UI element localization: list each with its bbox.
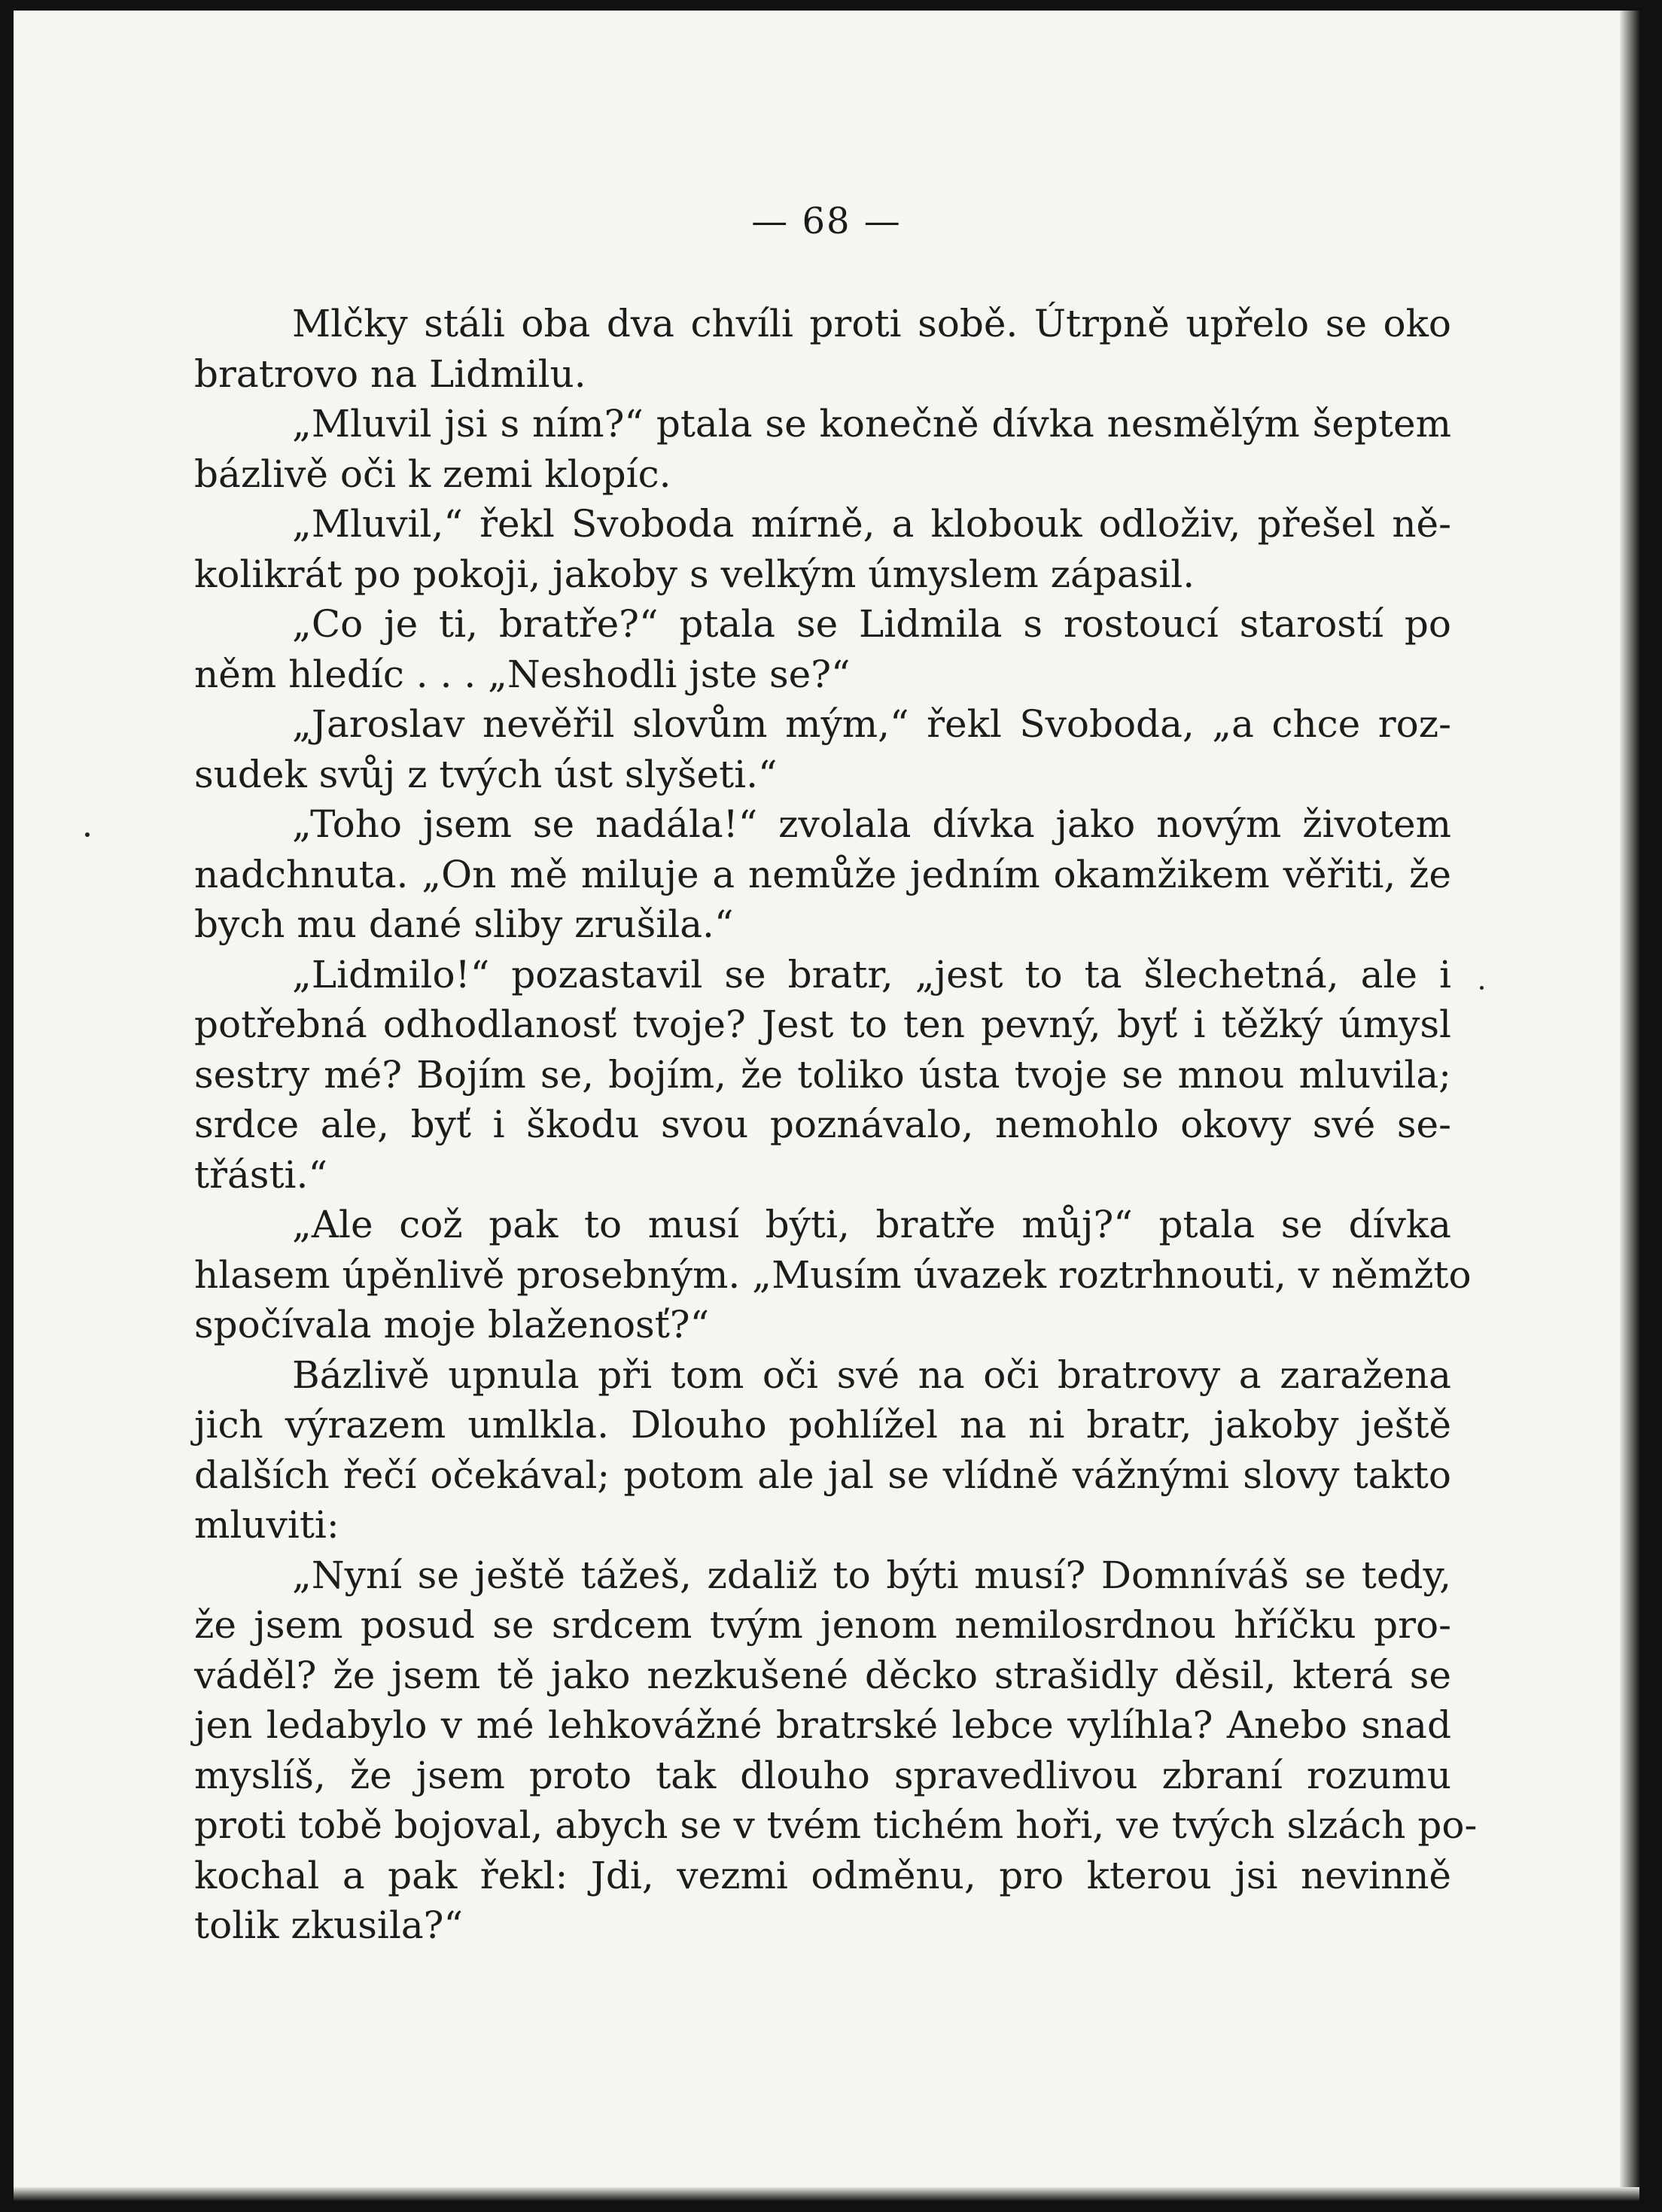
- scan-speck: [85, 832, 90, 837]
- text-line: něm hledíc . . . „Neshodli jste se?“: [194, 652, 851, 696]
- text-line: sestry mé? Bojím se, bojím, že toliko ústa tvoje se mnou mluvila;: [194, 1052, 1451, 1097]
- text-line: kolikrát po pokoji, jakoby s velkým úmyslem zápasil.: [194, 552, 1195, 596]
- body-text: [194, 299, 1478, 1951]
- text-line: váděl? že jsem tě jako nezkušené děcko strašidly děsil, která se: [194, 1653, 1451, 1697]
- text-line: dalších řečí očekával; potom ale jal se vlídně vážnými slovy takto: [194, 1453, 1451, 1497]
- text-line: srdce ale, byť i škodu svou poznávalo, nemohlo okovy své se-: [194, 1103, 1451, 1146]
- text-line: „Nyní se ještě tážeš, zdaliž to býti musí? Domníváš se tedy,: [292, 1553, 1451, 1597]
- scan-edge-right: [1620, 11, 1639, 2201]
- text-line: „Jaroslav nevěřil slovům mým,“ řekl Svoboda, „a chce roz-: [292, 702, 1451, 746]
- text-line: bych mu dané sliby zrušila.“: [194, 902, 734, 946]
- text-line: „Mluvil jsi s ním?“ ptala se konečně dívka nesmělým šeptem: [292, 402, 1451, 446]
- page-number: — 68 —: [751, 200, 902, 242]
- text-line: „Lidmilo!“ pozastavil se bratr, „jest to ta šlechetná, ale i: [292, 952, 1451, 996]
- text-line: mluviti:: [194, 1503, 339, 1547]
- text-line: sudek svůj z tvých úst slyšeti.“: [194, 752, 778, 796]
- text-line: potřebná odhodlanosť tvoje? Jest to ten pevný, byť i těžký úmysl: [194, 1003, 1451, 1046]
- book-page: [14, 11, 1639, 2201]
- text-line: Mlčky stáli oba dva chvíli proti sobě. Útrpně upřelo se oko: [292, 302, 1451, 345]
- text-line: „Toho jsem se nadála!“ zvolala dívka jako novým životem: [292, 802, 1451, 846]
- text-line: proti tobě bojoval, abych se v tvém tichém hoři, ve tvých slzách po-: [194, 1803, 1478, 1847]
- text-line: Bázlivě upnula při tom oči své na oči bratrovy a zaražena: [292, 1352, 1451, 1397]
- text-line: bázlivě oči k zemi klopíc.: [194, 452, 671, 496]
- text-line: hlasem úpěnlivě prosebným. „Musím úvazek roztrhnouti, v němžto: [194, 1252, 1472, 1297]
- text-line: nadchnuta. „On mě miluje a nemůže jedním okamžikem věřiti, že: [194, 852, 1451, 896]
- text-line: že jsem posud se srdcem tvým jenom nemilosrdnou hříčku pro-: [194, 1603, 1451, 1647]
- text-line: myslíš, že jsem proto tak dlouho spravedlivou zbraní rozumu: [194, 1753, 1451, 1797]
- text-line: třásti.“: [194, 1152, 328, 1197]
- text-line: bratrovo na Lidmilu.: [194, 351, 586, 396]
- text-line: „Mluvil,“ řekl Svoboda mírně, a klobouk odloživ, přešel ně-: [292, 502, 1451, 546]
- text-line: „Ale což pak to musí býti, bratře můj?“ ptala se dívka: [292, 1203, 1451, 1246]
- text-line: kochal a pak řekl: Jdi, vezmi odměnu, pro kterou jsi nevinně: [194, 1853, 1451, 1897]
- text-line: spočívala moje blaženosť?“: [194, 1303, 710, 1346]
- text-line: jen ledabylo v mé lehkovážné bratrské lebce vylíhla? Anebo snad: [194, 1703, 1451, 1747]
- scan-speck: [1480, 986, 1484, 990]
- text-line: tolik zkusila?“: [194, 1903, 464, 1947]
- scan-edge-bottom: [14, 2187, 1639, 2201]
- text-line: jich výrazem umlkla. Dlouho pohlížel na ni bratr, jakoby ještě: [194, 1403, 1451, 1447]
- text-line: „Co je ti, bratře?“ ptala se Lidmila s rostoucí starostí po: [292, 602, 1451, 646]
